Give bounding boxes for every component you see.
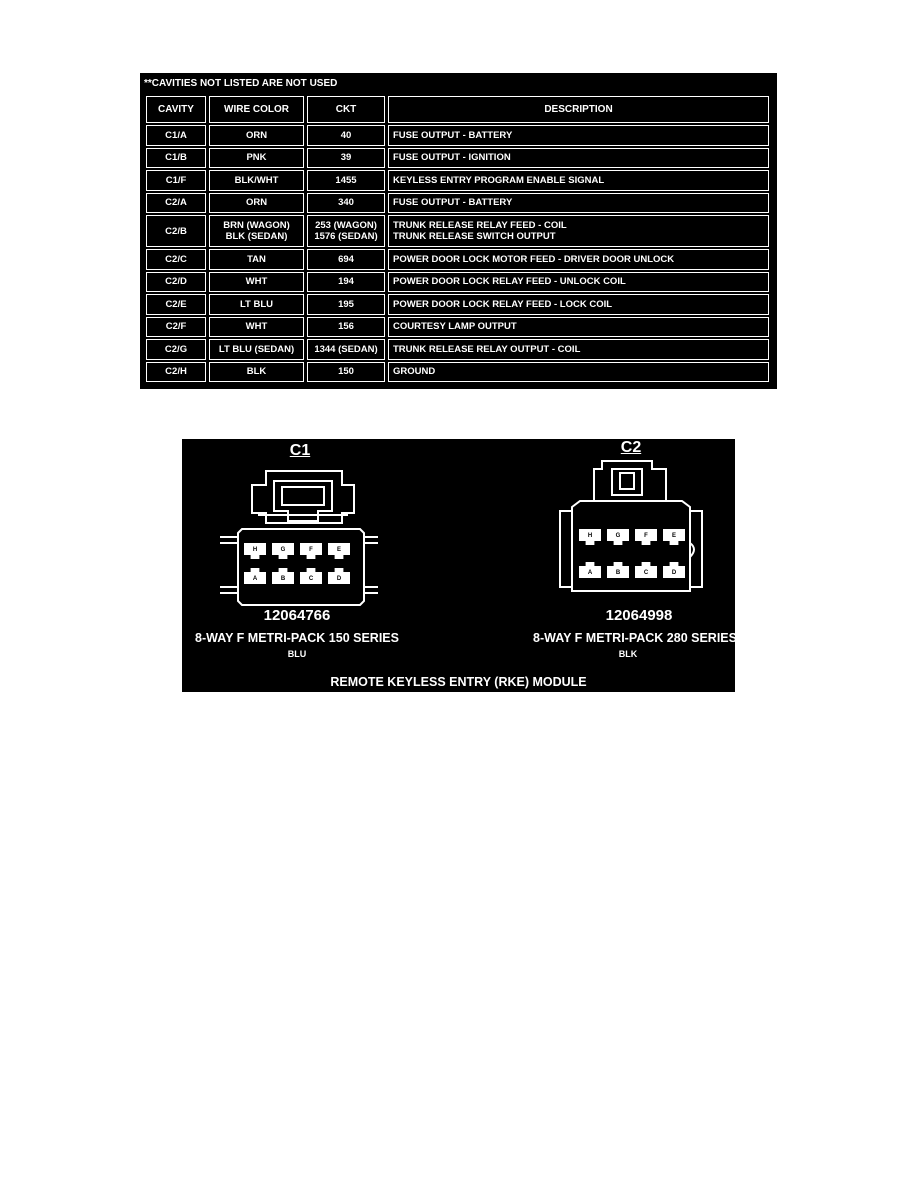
wire-color-cell-line: WHT xyxy=(245,321,268,333)
pin-terminal xyxy=(251,568,260,573)
ckt-cell-line: 1455 xyxy=(335,174,357,186)
c1-label: C1 xyxy=(289,442,311,459)
description-cell xyxy=(388,215,769,247)
wire-color-cell xyxy=(209,249,304,270)
ckt-cell xyxy=(307,339,385,360)
pin-letter: B xyxy=(615,570,621,576)
pin-letter: G xyxy=(280,547,286,553)
c1-part-number: 12064766 xyxy=(263,607,331,624)
pin-letter: E xyxy=(336,547,342,553)
header-wire-color: WIRE COLOR xyxy=(209,96,304,123)
c2-pin-grid xyxy=(579,529,685,578)
description-cell-line: TRUNK RELEASE SWITCH OUTPUT xyxy=(393,231,556,242)
ckt-cell-line: 1344 (SEDAN) xyxy=(314,343,378,355)
wire-color-cell-line: ORN xyxy=(245,197,268,209)
header-ckt: CKT xyxy=(307,96,385,123)
wire-color-cell-line: TAN xyxy=(247,253,266,265)
ckt-cell xyxy=(307,125,385,146)
pin-terminal xyxy=(251,554,260,559)
pin-letter: C xyxy=(643,570,649,576)
description-cell-line: POWER DOOR LOCK RELAY FEED - UNLOCK COIL xyxy=(393,276,626,288)
ckt-cell-line: 194 xyxy=(338,276,354,288)
pin-letter: H xyxy=(252,547,258,553)
table-row xyxy=(146,294,769,315)
pin-terminal xyxy=(614,540,623,545)
description-cell-line: FUSE OUTPUT - BATTERY xyxy=(393,129,513,141)
wire-color-cell-line: BLK xyxy=(246,366,267,378)
pin-letter: C xyxy=(308,576,314,582)
ckt-cell xyxy=(307,317,385,338)
ckt-cell xyxy=(307,249,385,270)
c2-series: 8-WAY F METRI-PACK 280 SERIES xyxy=(533,631,737,645)
cavity-cell: C1/B xyxy=(146,148,206,169)
wire-color-cell xyxy=(209,317,304,338)
wire-color-cell-line: LT BLU (SEDAN) xyxy=(218,343,295,355)
pin-c2-pins_bottom-2 xyxy=(635,562,657,578)
wire-color-cell xyxy=(209,362,304,383)
pin-terminal xyxy=(614,562,623,567)
header-description: DESCRIPTION xyxy=(388,96,769,123)
table-row xyxy=(146,339,769,360)
wire-color-cell-line: PNK xyxy=(246,152,267,164)
connector-diagram-panel xyxy=(182,439,735,692)
pin-terminal xyxy=(335,568,344,573)
pin-c2-pins_top-1 xyxy=(607,529,629,545)
description-cell xyxy=(388,362,769,383)
table-row xyxy=(146,215,769,247)
description-cell xyxy=(388,317,769,338)
description-cell xyxy=(388,148,769,169)
pin-letter: B xyxy=(280,576,286,582)
pin-c1-pins_top-0 xyxy=(244,543,266,559)
cavity-cell: C2/D xyxy=(146,272,206,293)
description-cell-line: FUSE OUTPUT - IGNITION xyxy=(393,152,511,164)
description-cell xyxy=(388,339,769,360)
ckt-cell-line: 694 xyxy=(338,253,354,265)
wire-color-cell xyxy=(209,272,304,293)
pin-terminal xyxy=(642,540,651,545)
description-cell xyxy=(388,193,769,214)
pin-letter: H xyxy=(587,533,593,539)
pin-c1-pins_bottom-0 xyxy=(244,568,266,584)
cavity-cell: C2/E xyxy=(146,294,206,315)
description-cell xyxy=(388,294,769,315)
pin-letter: D xyxy=(336,576,342,582)
pin-letter: D xyxy=(671,570,677,576)
wire-color-cell xyxy=(209,170,304,191)
cavity-cell: C2/G xyxy=(146,339,206,360)
pin-c2-pins_bottom-1 xyxy=(607,562,629,578)
wire-color-cell-line: BRN (WAGON) xyxy=(223,220,290,231)
cavity-cell: C2/A xyxy=(146,193,206,214)
module-title: REMOTE KEYLESS ENTRY (RKE) MODULE xyxy=(330,675,587,689)
pin-c1-pins_bottom-1 xyxy=(272,568,294,584)
wire-color-cell xyxy=(209,339,304,360)
cavity-cell: C1/F xyxy=(146,170,206,191)
pin-terminal xyxy=(642,562,651,567)
ckt-cell-line: 1576 (SEDAN) xyxy=(314,231,378,242)
ckt-cell-line: 150 xyxy=(338,366,354,378)
cavity-cell: C2/C xyxy=(146,249,206,270)
table-note: **CAVITIES NOT LISTED ARE NOT USED xyxy=(144,78,338,89)
ckt-cell xyxy=(307,170,385,191)
c2-label: C2 xyxy=(620,439,642,456)
table-row xyxy=(146,249,769,270)
wire-color-cell xyxy=(209,125,304,146)
pin-terminal xyxy=(335,554,344,559)
wire-color-cell-line: WHT xyxy=(245,276,268,288)
description-cell-line: COURTESY LAMP OUTPUT xyxy=(393,321,517,333)
description-cell-line: POWER DOOR LOCK MOTOR FEED - DRIVER DOOR UNLOCK xyxy=(393,253,675,265)
wire-color-cell xyxy=(209,148,304,169)
pin-c1-pins_bottom-2 xyxy=(300,568,322,584)
pin-terminal xyxy=(279,568,288,573)
table-row xyxy=(146,362,769,383)
cavity-cell: C2/H xyxy=(146,362,206,383)
cavity-cell: C1/A xyxy=(146,125,206,146)
wire-color-cell xyxy=(209,294,304,315)
pin-letter: F xyxy=(309,547,313,553)
pin-terminal xyxy=(279,554,288,559)
description-cell-line: TRUNK RELEASE RELAY FEED - COIL xyxy=(393,220,567,231)
header-cavity: CAVITY xyxy=(146,96,206,123)
description-cell xyxy=(388,272,769,293)
table-header-row xyxy=(146,96,769,123)
pin-c2-pins_bottom-0 xyxy=(579,562,601,578)
wire-color-cell-line: ORN xyxy=(245,129,268,141)
wire-color-cell-line: BLK/WHT xyxy=(234,174,279,186)
ckt-cell xyxy=(307,272,385,293)
description-cell xyxy=(388,125,769,146)
description-cell-line: POWER DOOR LOCK RELAY FEED - LOCK COIL xyxy=(393,298,613,310)
c2-color: BLK xyxy=(618,649,638,659)
ckt-cell-line: 195 xyxy=(338,298,354,310)
ckt-cell-line: 253 (WAGON) xyxy=(315,220,377,231)
description-cell-line: KEYLESS ENTRY PROGRAM ENABLE SIGNAL xyxy=(393,174,605,186)
pin-c1-pins_top-3 xyxy=(328,543,350,559)
pin-c2-pins_top-3 xyxy=(663,529,685,545)
pin-letter: A xyxy=(587,570,593,576)
description-cell xyxy=(388,249,769,270)
description-cell-line: TRUNK RELEASE RELAY OUTPUT - COIL xyxy=(393,343,581,355)
pin-c1-pins_top-2 xyxy=(300,543,322,559)
pin-letter: F xyxy=(644,533,648,539)
table-row xyxy=(146,272,769,293)
wire-color-cell-line: LT BLU xyxy=(239,298,274,310)
table-row xyxy=(146,317,769,338)
c2-part-number: 12064998 xyxy=(605,607,673,624)
pin-terminal xyxy=(670,562,679,567)
pin-terminal xyxy=(670,540,679,545)
cavity-cell: C2/B xyxy=(146,215,206,247)
pin-c2-pins_top-0 xyxy=(579,529,601,545)
pin-terminal xyxy=(307,554,316,559)
c1-connector-drawing xyxy=(220,471,378,605)
pin-c2-pins_top-2 xyxy=(635,529,657,545)
description-cell-line: FUSE OUTPUT - BATTERY xyxy=(393,197,513,209)
ckt-cell-line: 340 xyxy=(338,197,354,209)
cavity-table-panel xyxy=(140,73,777,389)
ckt-cell-line: 40 xyxy=(340,129,352,141)
table-row xyxy=(146,193,769,214)
ckt-cell-line: 156 xyxy=(338,321,354,333)
wire-color-cell-line: BLK (SEDAN) xyxy=(225,231,288,242)
cavity-cell: C2/F xyxy=(146,317,206,338)
pin-terminal xyxy=(586,540,595,545)
cavity-table-body xyxy=(146,125,769,382)
description-cell xyxy=(388,170,769,191)
pin-terminal xyxy=(307,568,316,573)
table-row xyxy=(146,148,769,169)
wire-color-cell xyxy=(209,193,304,214)
ckt-cell-line: 39 xyxy=(340,152,352,164)
description-cell-line: GROUND xyxy=(393,366,436,378)
table-row xyxy=(146,170,769,191)
pin-letter: E xyxy=(671,533,677,539)
c1-series: 8-WAY F METRI-PACK 150 SERIES xyxy=(195,631,399,645)
wire-color-cell xyxy=(209,215,304,247)
c1-color: BLU xyxy=(287,649,307,659)
ckt-cell xyxy=(307,193,385,214)
pin-letter: G xyxy=(615,533,621,539)
c1-pin-grid xyxy=(244,543,350,584)
pin-c1-pins_bottom-3 xyxy=(328,568,350,584)
ckt-cell xyxy=(307,294,385,315)
pin-c2-pins_bottom-3 xyxy=(663,562,685,578)
cavity-table xyxy=(143,94,772,384)
pin-letter: A xyxy=(252,576,258,582)
pin-terminal xyxy=(586,562,595,567)
table-row xyxy=(146,125,769,146)
pin-c1-pins_top-1 xyxy=(272,543,294,559)
ckt-cell xyxy=(307,215,385,247)
ckt-cell xyxy=(307,362,385,383)
ckt-cell xyxy=(307,148,385,169)
